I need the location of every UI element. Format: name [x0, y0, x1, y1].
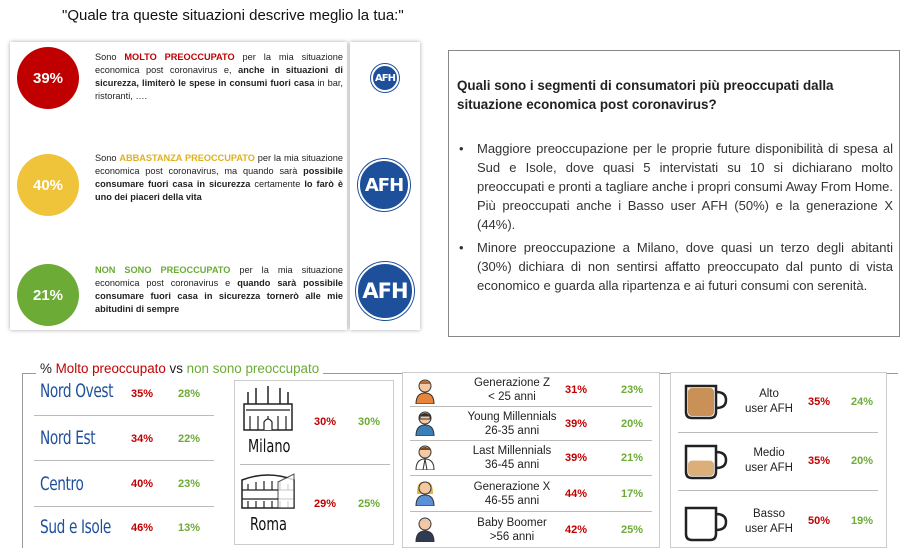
region-name: Nord Ovest: [40, 380, 114, 402]
user-level-label: Medio user AFH: [745, 447, 793, 474]
baby-boomer-person-icon: [414, 516, 436, 542]
region-non-value: 23%: [178, 478, 201, 490]
user-non-value: 20%: [851, 455, 874, 467]
region-name: Nord Est: [40, 427, 96, 449]
generation-molto-value: 39%: [565, 452, 588, 464]
row-divider: [410, 511, 652, 512]
generation-molto-value: 31%: [565, 384, 588, 396]
row-divider: [410, 406, 652, 407]
row-divider: [240, 464, 390, 465]
generation-label: Last Millennials 36-45 anni: [472, 445, 552, 471]
cup-fill-level: [688, 388, 714, 416]
afh-logos-panel: [350, 42, 420, 330]
city-molto-value: 30%: [314, 416, 337, 428]
afh-logo-medium: AFH: [358, 159, 410, 211]
user-non-value: 19%: [851, 515, 874, 527]
region-molto-value: 40%: [131, 478, 154, 490]
bullet-item: • Minore preoccupazione a Milano, dove quasi un terzo degli abitanti (30%) dichiara di non sentirsi affatto preoccupato dal punto di vista economico e guarda alla ripartenza e ai futuri consumi con serenità.: [457, 238, 893, 295]
generation-non-value: 25%: [621, 524, 644, 536]
half-cup-icon: [684, 442, 728, 482]
generation-non-value: 21%: [621, 452, 644, 464]
bullet-item: • Maggiore preoccupazione per le proprie future disponibilità di spesa al Sud e Isole, dove quasi 5 intervistati su 10 si dichiarano molto preoccupati e pronti a tagliare anche i propri consumi Away From Home. Più preoccupati anche i Basso user AFH (50%) e la generazione X (44%).: [457, 139, 893, 234]
row-divider: [34, 415, 214, 416]
row-divider: [678, 432, 878, 433]
generazione-x-person-icon: [414, 480, 436, 506]
cup-fill-level: [688, 461, 714, 476]
city-non-value: 25%: [358, 498, 381, 510]
roma-colosseum-icon: [240, 470, 296, 510]
full-cup-icon: [684, 382, 728, 422]
user-molto-value: 35%: [808, 455, 831, 467]
row-divider: [410, 475, 652, 476]
region-non-value: 22%: [178, 433, 201, 445]
situations-panel: [10, 42, 347, 330]
generation-molto-value: 39%: [565, 418, 588, 430]
city-molto-value: 29%: [314, 498, 337, 510]
user-level-label: Basso user AFH: [745, 508, 793, 535]
city-name: Roma: [250, 514, 287, 535]
region-molto-value: 46%: [131, 522, 154, 534]
user-level-label: Alto user AFH: [745, 388, 793, 415]
percent-value: 21%: [32, 286, 64, 304]
generation-label: Generazione X 46-55 anni: [473, 481, 551, 507]
region-name: Centro: [40, 473, 84, 495]
row-divider: [34, 460, 214, 461]
generation-molto-value: 44%: [565, 488, 588, 500]
city-name: Milano: [248, 436, 291, 457]
region-non-value: 28%: [178, 388, 201, 400]
region-name: Sud e Isole: [40, 516, 111, 538]
legend: % Molto preoccupato vs non sono preoccupato: [36, 361, 323, 376]
generation-non-value: 17%: [621, 488, 644, 500]
last-millennials-person-icon: [414, 444, 436, 470]
user-molto-value: 50%: [808, 515, 831, 527]
insights-panel: [448, 50, 900, 337]
region-molto-value: 35%: [131, 388, 154, 400]
afh-logo-small: AFH: [371, 64, 399, 92]
situation-text-molto: Sono MOLTO PREOCCUPATO per la mia situazione economica post coronavirus e, anche in situazioni di sicurezza, limiterò le spese in consumi fuori casa in bar, ristoranti, ….: [95, 52, 343, 101]
percent-value: 39%: [32, 69, 64, 87]
generation-non-value: 23%: [621, 384, 644, 396]
generation-label: Baby Boomer >56 anni: [477, 517, 547, 543]
generation-label: Young Millennials 26-35 anni: [467, 411, 557, 437]
region-non-value: 13%: [178, 522, 201, 534]
generation-non-value: 20%: [621, 418, 644, 430]
row-divider: [410, 440, 652, 441]
user-non-value: 24%: [851, 396, 874, 408]
region-molto-value: 34%: [131, 433, 154, 445]
page-heading: "Quale tra queste situazioni descrive meglio la tua:": [62, 7, 404, 24]
situation-text-non: NON SONO PREOCCUPATO per la mia situazione economica post coronavirus e quando sarà possibile consumare fuori casa in sicurezza tornerò alle mie abitudini di sempre: [95, 265, 343, 314]
percent-value: 40%: [32, 176, 64, 194]
percent-circle-molto: [17, 47, 79, 109]
row-divider: [678, 490, 878, 491]
generazione-z-person-icon: [414, 378, 436, 404]
row-divider: [34, 506, 214, 507]
empty-cup-icon: [684, 504, 728, 544]
young-millennials-person-icon: [414, 410, 436, 436]
generation-molto-value: 42%: [565, 524, 588, 536]
percent-circle-non: [17, 264, 79, 326]
generation-label: Generazione Z < 25 anni: [473, 377, 551, 403]
milano-duomo-icon: [240, 386, 296, 432]
afh-logo-large: AFH: [356, 262, 414, 320]
situation-text-abbastanza: Sono ABBASTANZA PREOCCUPATO per la mia situazione economica post coronavirus, ma quando sarà possibile consumare fuori casa in sicurezza certamente lo farò è uno dei piaceri della vita: [95, 153, 343, 202]
city-non-value: 30%: [358, 416, 381, 428]
user-molto-value: 35%: [808, 396, 831, 408]
insights-question: Quali sono i segmenti di consumatori più preoccupati dalla situazione economica post coronavirus?: [457, 78, 834, 112]
insights-bullets: [457, 139, 893, 299]
percent-circle-abbastanza: [17, 154, 79, 216]
